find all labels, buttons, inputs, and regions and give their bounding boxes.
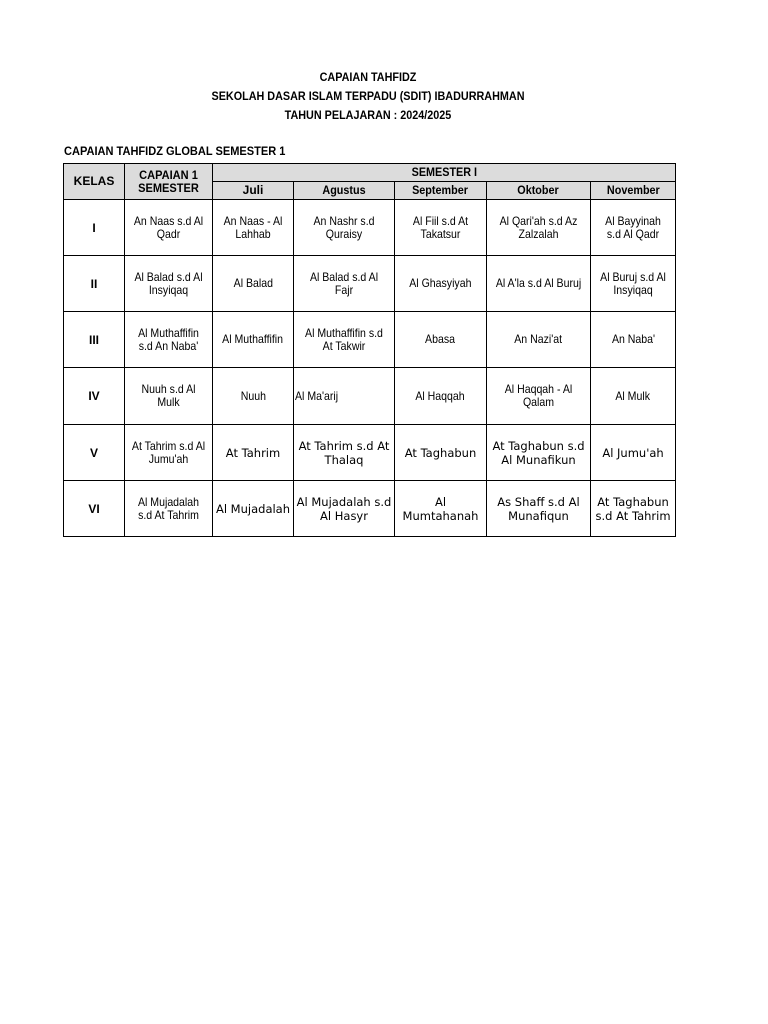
month-cell: Al Balad s.d Al Fajr (294, 256, 395, 312)
month-cell: Al Muthaffifin (213, 312, 294, 368)
month-cell: An Nazi'at (487, 312, 591, 368)
header-capaian: CAPAIAN 1 SEMESTER (125, 164, 213, 200)
header-month-november: November (591, 182, 676, 200)
month-cell: Abasa (395, 312, 487, 368)
table-row (64, 368, 676, 425)
kelas-cell: III (64, 312, 125, 368)
header-month-oktober: Oktober (487, 182, 591, 200)
month-cell: Al Ghasyiyah (395, 256, 487, 312)
capaian-cell: At Tahrim s.d Al Jumu'ah (125, 425, 213, 481)
month-cell: An Nashr s.d Quraisy (294, 200, 395, 256)
kelas-cell: II (64, 256, 125, 312)
header-title: CAPAIAN TAHFIDZ (319, 70, 417, 84)
month-cell: Al Mujadalah s.d Al Hasyr (294, 481, 395, 537)
month-cell: At Tahrim s.d At Thalaq (294, 425, 395, 481)
tahfidz-table (63, 163, 676, 537)
month-cell: Al Buruj s.d Al Insyiqaq (591, 256, 676, 312)
month-cell: Al Qari'ah s.d Az Zalzalah (487, 200, 591, 256)
month-cell: Al Balad (213, 256, 294, 312)
month-cell: Al Mulk (591, 368, 676, 425)
kelas-cell: VI (64, 481, 125, 537)
table-row (64, 256, 676, 312)
header-month-september: September (395, 182, 487, 200)
document-header (37, 68, 699, 125)
header-month-juli: Juli (213, 182, 294, 200)
table-row (64, 200, 676, 256)
month-cell: Al Mumtahanah (395, 481, 487, 537)
kelas-cell: V (64, 425, 125, 481)
month-cell: Nuuh (213, 368, 294, 425)
month-cell: As Shaff s.d Al Munafiqun (487, 481, 591, 537)
header-year: TAHUN PELAJARAN : 2024/2025 (284, 108, 452, 122)
month-cell: Al Bayyinah s.d Al Qadr (591, 200, 676, 256)
month-cell: At Tahrim (213, 425, 294, 481)
month-cell: Al Haqqah - Al Qalam (487, 368, 591, 425)
month-cell: Al A'la s.d Al Buruj (487, 256, 591, 312)
capaian-cell: Nuuh s.d Al Mulk (125, 368, 213, 425)
month-cell: At Taghabun (395, 425, 487, 481)
month-cell: At Taghabun s.d At Tahrim (591, 481, 676, 537)
month-cell: Al Jumu'ah (591, 425, 676, 481)
month-cell: An Naba' (591, 312, 676, 368)
month-cell: At Taghabun s.d Al Munafikun (487, 425, 591, 481)
header-month-agustus: Agustus (294, 182, 395, 200)
month-cell: Al Ma'arij (294, 368, 395, 425)
table-row (64, 425, 676, 481)
capaian-cell: Al Mujadalah s.d At Tahrim (125, 481, 213, 537)
header-kelas: KELAS (64, 164, 125, 200)
month-cell: An Naas - Al Lahhab (213, 200, 294, 256)
table-row (64, 481, 676, 537)
capaian-cell: Al Balad s.d Al Insyiqaq (125, 256, 213, 312)
month-cell: Al Muthaffifin s.d At Takwir (294, 312, 395, 368)
kelas-cell: I (64, 200, 125, 256)
capaian-cell: Al Muthaffifin s.d An Naba' (125, 312, 213, 368)
month-cell: Al Fiil s.d At Takatsur (395, 200, 487, 256)
section-title: CAPAIAN TAHFIDZ GLOBAL SEMESTER 1 (64, 144, 286, 158)
header-school: SEKOLAH DASAR ISLAM TERPADU (SDIT) IBADURRAHMAN (211, 89, 525, 103)
capaian-cell: An Naas s.d Al Qadr (125, 200, 213, 256)
kelas-cell: IV (64, 368, 125, 425)
table-row (64, 312, 676, 368)
month-cell: Al Haqqah (395, 368, 487, 425)
month-cell: Al Mujadalah (213, 481, 294, 537)
header-semester: SEMESTER I (213, 164, 676, 182)
